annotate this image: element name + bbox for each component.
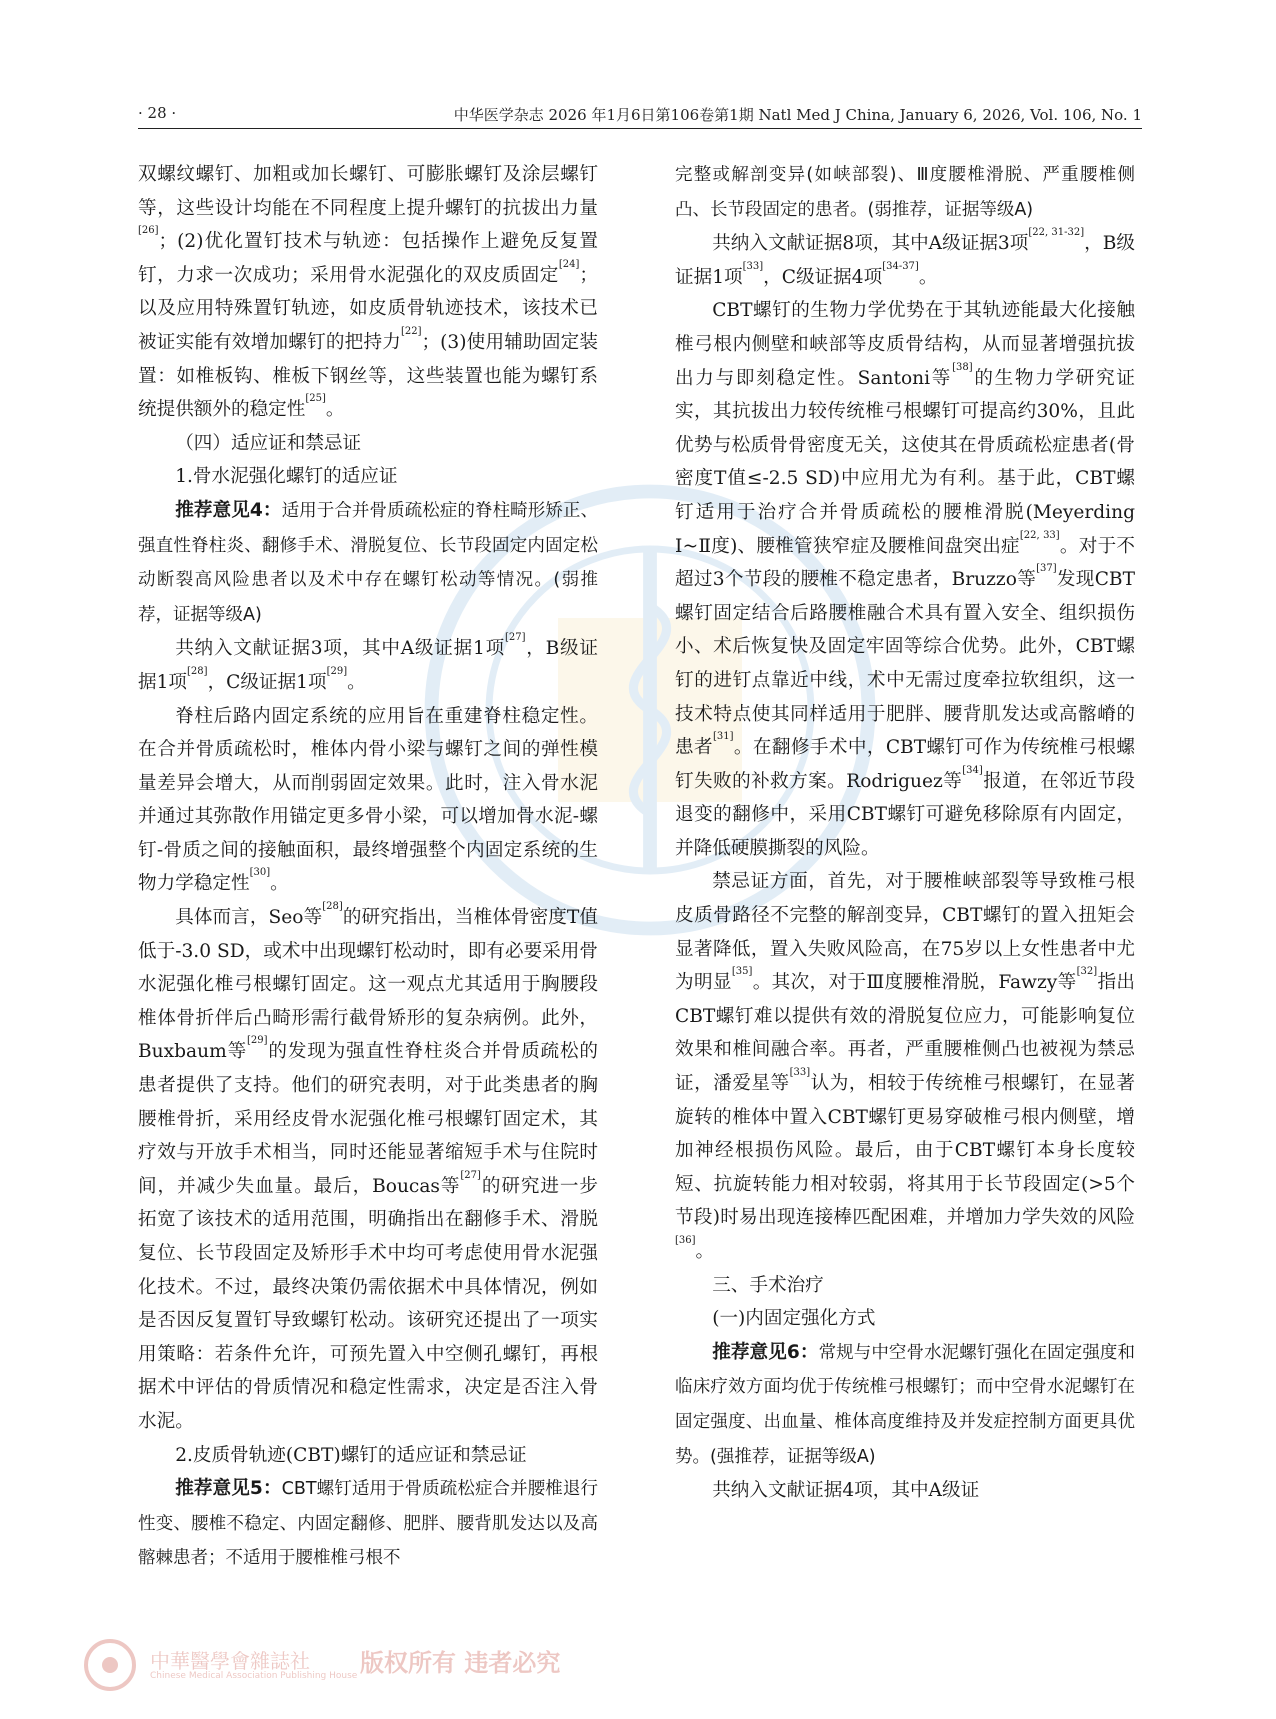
copyright-slogan: 版权所有 违者必究 [360, 1649, 561, 1677]
text-run: CBT螺钉适用于骨质疏松症合并腰椎退行性变、腰椎不稳定、内固定翻修、肥胖、腰背肌发达以及高髂棘患者；不适用于腰椎椎弓根不 [138, 1479, 598, 1569]
text-run: 发现CBT螺钉固定结合后路腰椎融合术具有置入安全、组织损伤小、术后恢复快及固定牢固等综合优势。此外，CBT螺钉的进钉点靠近中线，术中无需过度牵拉软组织，这一技术特点使其同样适用于肥胖、腰背肌发达或高髂嵴的患者 [675, 569, 1135, 759]
text-run: 2.皮质骨轨迹(CBT)螺钉的适应证和禁忌证 [175, 1444, 527, 1466]
text-run: CBT螺钉的生物力学优势在于其轨迹能最大化接触椎弓根内侧壁和峡部等皮质骨结构，从而显著增强抗拔出力与即刻稳定性。Santoni等 [675, 300, 1135, 389]
text-run: 共纳入文献证据3项，其中A级证据1项 [175, 638, 505, 660]
text-run: 共纳入文献证据4项，其中A级证 [712, 1480, 980, 1502]
text-run: 禁忌证方面，首先，对于腰椎峡部裂等导致椎弓根皮质骨路径不完整的解剖变异，CBT螺钉的置入扭矩会显著降低，置入失败风险高，在75岁以上女性患者中尤为明显 [675, 871, 1135, 994]
citation-ref: [31] [712, 731, 734, 743]
citation-ref: [33] [742, 260, 764, 272]
citation-ref: [33] [789, 1067, 811, 1079]
right-column [675, 158, 1135, 1508]
citation-ref: [34-37] [882, 260, 919, 272]
citation-ref: [22, 33] [1019, 529, 1060, 541]
citation-ref: [28] [322, 901, 343, 913]
text-run: 的研究指出，当椎体骨密度T值低于-3.0 SD，或术中出现螺钉松动时，即有必要采用骨水泥强化椎弓根螺钉固定。这一观点尤其适用于胸腰段椎体骨折伴后凸畸形需行截骨矫形的复杂病例。此外，Buxbaum等 [138, 907, 599, 1063]
text-run: 认为，相较于传统椎弓根螺钉，在显著旋转的椎体中置入CBT螺钉更易穿破椎弓根内侧壁，增加神经根损伤风险。最后，由于CBT螺钉本身长度较短、抗旋转能力相对较弱，将其用于长节段固定(>5个节段)时易出现连接棒匹配困难，并增加力学失效的风险 [675, 1073, 1135, 1229]
text-run: 。对于不超过3个节段的腰椎不稳定患者，Bruzzo等 [675, 535, 1135, 591]
text-run: 脊柱后路内固定系统的应用旨在重建脊柱稳定性。在合并骨质疏松时，椎体内骨小梁与螺钉之间的弹性模量差异会增大，从而削弱固定效果。此时，注入骨水泥并通过其弥散作用锚定更多骨小梁，可以增加骨水泥-螺钉-骨质之间的接触面积，最终增强整个内固定系统的生物力学稳定性 [138, 705, 598, 895]
text-run: 的生物力学研究证实，其抗拔出力较传统椎弓根螺钉可提高约30%，且此优势与松质骨骨密度无关，这使其在骨质疏松症患者(骨密度T值≤-2.5 SD)中应用尤为有利。基于此，CBT螺钉适用于治疗合并骨质疏松的腰椎滑脱(Meyerding Ⅰ~Ⅱ度)、腰椎管狭窄症及腰椎间盘突出症 [675, 367, 1135, 557]
paragraph [675, 1269, 1135, 1303]
journal-citation: 中华医学杂志 2026 年1月6日第106卷第1期 Natl Med J China, January 6, 2026, Vol. 106, No. 1 [453, 106, 1142, 124]
text-run: （四）适应证和禁忌证 [175, 432, 362, 454]
running-header [138, 104, 1142, 126]
paragraph [138, 460, 598, 494]
text-run: ；(3)使用辅助固定装置：如椎板钩、椎板下钢丝等，这些装置也能为螺钉系统提供额外的稳定性 [138, 331, 598, 421]
text-run: 三、手术治疗 [712, 1274, 824, 1296]
paragraph [675, 1302, 1135, 1336]
citation-ref: [29] [326, 665, 348, 677]
citation-ref: [34] [962, 764, 983, 776]
citation-ref: [30] [249, 867, 271, 879]
recommendation-label: 推荐意见6： [712, 1341, 819, 1363]
text-run: 具体而言，Seo等 [175, 907, 323, 929]
text-run: 指出CBT螺钉难以提供有效的滑脱复位应力，可能影响复位效果和椎间融合率。再者，严重腰椎侧凸也被视为禁忌证，潘爱星等 [675, 972, 1135, 1095]
text-run: ；以及应用特殊置钉轨迹，如皮质骨轨迹技术，该技术已被证实能有效增加螺钉的把持力 [138, 264, 598, 353]
paragraph [675, 1336, 1135, 1474]
header-rule [138, 128, 1142, 129]
publisher-logo [80, 1635, 600, 1695]
recommendation-label: 推荐意见5： [175, 1478, 282, 1500]
paragraph [138, 427, 598, 461]
citation-ref: [25] [305, 393, 326, 405]
paragraph [675, 294, 1135, 865]
left-column [138, 158, 598, 1576]
text-run: ，B级证据1项 [675, 233, 1135, 288]
publisher-emblem-icon [80, 1635, 140, 1695]
text-run: (一)内固定强化方式 [712, 1308, 876, 1330]
text-run: ，C级证据1项 [207, 671, 327, 693]
text-run: 。 [270, 873, 289, 895]
text-run: 的发现为强直性脊柱炎合并骨质疏松的患者提供了支持。他们的研究表明，对于此类患者的胸腰椎骨折，采用经皮骨水泥强化椎弓根螺钉固定术，其疗效与开放手术相当，同时还能显著缩短手术与住院时间，并减少失血量。最后，Boucas等 [138, 1041, 598, 1197]
citation-ref: [37] [1036, 563, 1057, 575]
paragraph [675, 865, 1135, 1268]
text-run: 。 [325, 399, 345, 421]
text-run: ，C级证据4项 [763, 266, 883, 288]
citation-ref: [27] [460, 1169, 481, 1181]
citation-ref: [36] [675, 1235, 696, 1246]
text-run: 的研究进一步拓宽了该技术的适用范围，明确指出在翻修手术、滑脱复位、长节段固定及矫形手术中均可考虑使用骨水泥强化技术。不过，最终决策仍需依据术中具体情况，例如是否因反复置钉导致螺钉松动。该研究还提出了一项实用策略：若条件允许，可预先置入中空侧孔螺钉，再根据术中评估的骨质情况和稳定性需求，决定是否注入骨水泥。 [138, 1175, 598, 1432]
publisher-name: 中華醫學會雜誌社 [150, 1649, 310, 1673]
paragraph [138, 700, 598, 902]
text-run: 报道，在邻近节段退变的翻修中，采用CBT螺钉可避免移除原有内固定，并降低硬膜撕裂的风险。 [675, 770, 1135, 859]
paragraph [138, 1439, 598, 1473]
text-run: 。 [347, 671, 366, 693]
text-run: 常规与中空骨水泥螺钉强化在固定强度和临床疗效方面均优于传统椎弓根螺钉；而中空骨水泥螺钉在固定强度、出血量、椎体高度维持及并发症控制方面更具优势。(强推荐，证据等级A) [675, 1342, 1135, 1467]
text-run: 。其次，对于Ⅲ度腰椎滑脱，Fawzy等 [752, 972, 1077, 994]
page-number: · 28 · [138, 104, 177, 122]
citation-ref: [26] [138, 225, 159, 237]
paragraph [675, 1474, 1135, 1508]
citation-ref: [32] [1076, 966, 1098, 978]
text-run: 双螺纹螺钉、加粗或加长螺钉、可膨胀螺钉及涂层螺钉等，这些设计均能在不同程度上提升螺钉的抗拔出力量 [138, 164, 598, 219]
citation-ref: [35] [731, 966, 753, 978]
paragraph [675, 158, 1135, 227]
text-run: 。在翻修手术中，CBT螺钉可作为传统椎弓根螺钉失败的补救方案。Rodriguez等 [675, 737, 1135, 792]
citation-ref: [22, 31-32] [1028, 227, 1085, 239]
paragraph [138, 632, 598, 699]
text-run: 共纳入文献证据8项，其中A级证据3项 [712, 233, 1029, 255]
text-run: 。 [695, 1241, 715, 1262]
citation-ref: [38] [952, 361, 973, 373]
paragraph [138, 494, 598, 632]
text-run: 1.骨水泥强化螺钉的适应证 [175, 466, 398, 488]
citation-ref: [28] [187, 665, 208, 677]
text-run: ，B级证据1项 [138, 638, 598, 693]
citation-ref: [24] [558, 258, 580, 270]
paragraph [138, 901, 598, 1439]
paragraph [138, 158, 598, 427]
citation-ref: [29] [247, 1035, 268, 1047]
text-run: 完整或解剖变异(如峡部裂)、Ⅲ度腰椎滑脱、严重腰椎侧凸、长节段固定的患者。(弱推荐，证据等级A) [675, 165, 1135, 220]
publisher-name-en: Chinese Medical Association Publishing House [150, 1671, 358, 1681]
text-run: 适用于合并骨质疏松症的脊柱畸形矫正、强直性脊柱炎、翻修手术、滑脱复位、长节段固定内固定松动断裂高风险患者以及术中存在螺钉松动等情况。(弱推荐，证据等级A) [138, 500, 598, 625]
text-run: 。 [918, 266, 938, 288]
recommendation-label: 推荐意见4： [175, 499, 282, 521]
citation-ref: [27] [504, 632, 526, 644]
paragraph [138, 1472, 598, 1576]
paragraph [675, 227, 1135, 294]
text-run: ；(2)优化置钉技术与轨迹：包括操作上避免反复置钉，力求一次成功；采用骨水泥强化的双皮质固定 [138, 231, 598, 286]
citation-ref: [22] [401, 325, 422, 337]
